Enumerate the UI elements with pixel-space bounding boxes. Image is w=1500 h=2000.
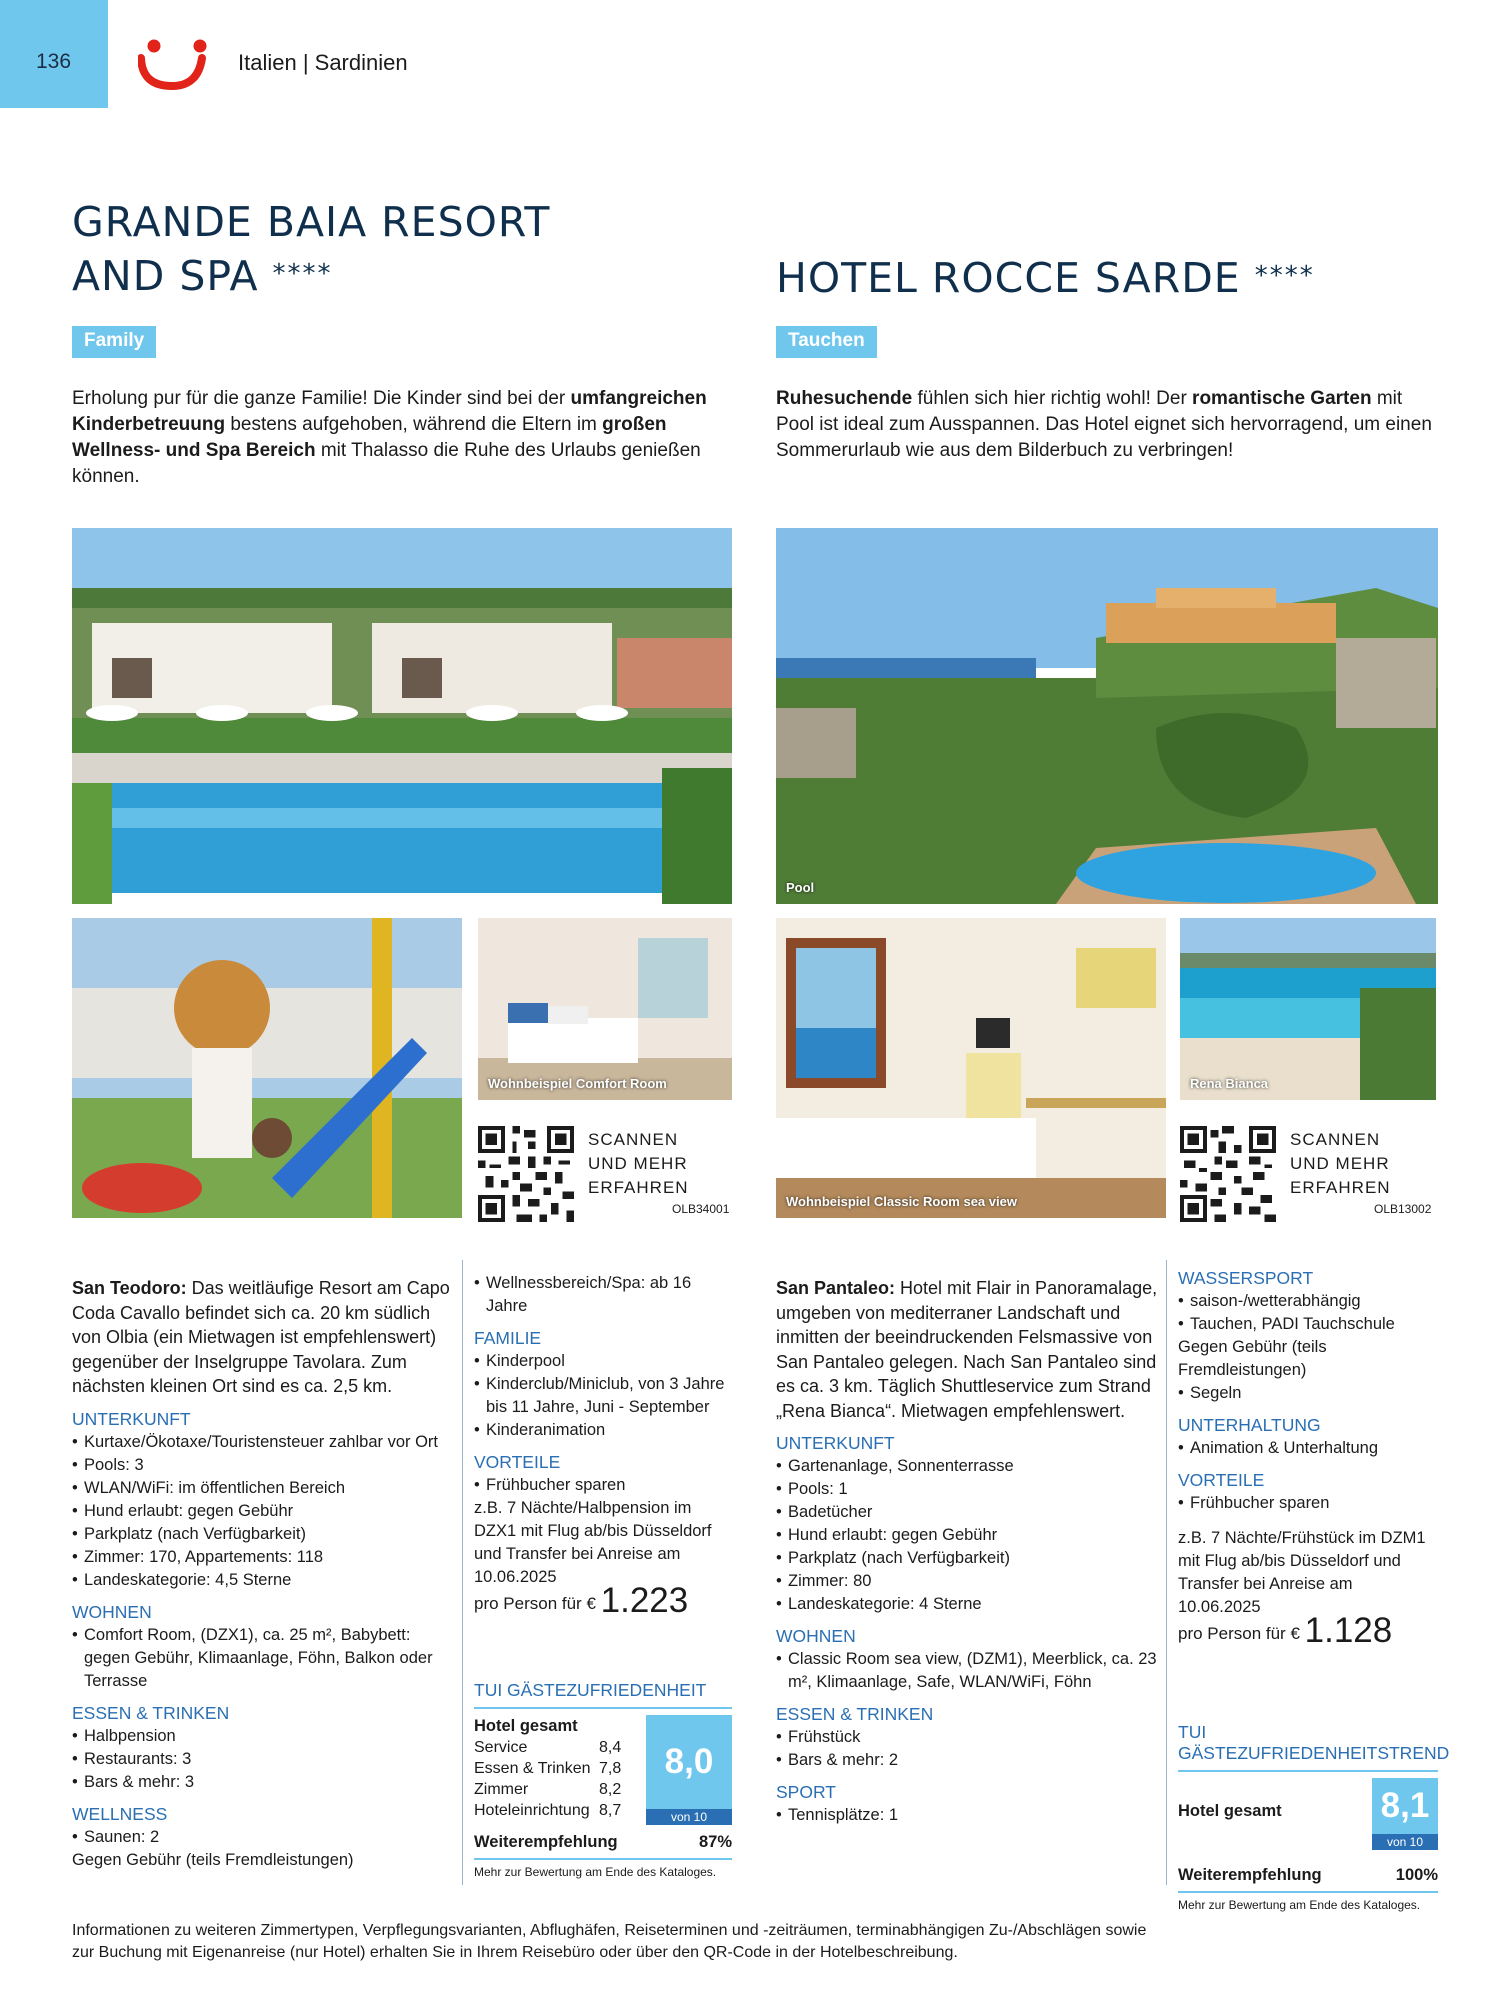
star-rating: **** [1254,261,1315,291]
list-vorteile [1178,1492,1438,1515]
list-item: • Badetücher [776,1501,1158,1524]
location-desc: Hotel mit Flair in Panoramalage, umgeben von mediterraner Landschaft und inmitten der beeindruckenden Felsmassive von San Pantaleo gelegen. Nach San Pantaleo sind es ca. 3 km. Täglich Shuttleservice zum Strand „Rena Bianca“. Mietwagen empfehlenswert. [776,1278,1158,1421]
list-unterkunft [776,1455,1158,1616]
list-wellness [72,1826,454,1849]
list-item: • Zimmer: 80 [776,1570,1158,1593]
qr-cta-line: ERFAHREN [1290,1178,1391,1197]
photo-kids-club [72,918,462,1218]
intro-bold: Ruhesuchende [776,388,913,409]
rating-note: Mehr zur Bewertung am Ende des Kataloges. [474,1865,717,1879]
list-item: • Pools: 3 [72,1454,454,1477]
qr-cta-line: SCANNEN [1290,1130,1381,1149]
list-unterhaltung [1178,1437,1438,1460]
list-essen [776,1726,1158,1772]
offer-code: OLB34001 [672,1202,730,1216]
photo-hotel-pool [776,528,1438,904]
rating-panel [474,1680,732,1879]
photo-caption: Wohnbeispiel Classic Room sea view [786,1194,1017,1209]
list-item: • Animation & Unterhaltung [1178,1437,1438,1460]
section-heading: ESSEN & TRINKEN [72,1702,230,1723]
title-text: HOTEL ROCCE SARDE [776,254,1241,302]
list-item: • Pools: 1 [776,1478,1158,1501]
title-line-1: GRANDE BAIA RESORT [72,198,551,246]
column-divider [1166,1260,1167,1885]
tui-logo [138,38,213,90]
photo-rena-bianca [1180,918,1436,1100]
list-item: • Frühbucher sparen [1178,1492,1438,1515]
list-item: • Halbpension [72,1725,454,1748]
intro-bold: umfangreichen Kinderbetreuung [72,388,707,435]
score-scale: von 10 [1372,1834,1438,1850]
list-item: • Kinderanimation [474,1419,732,1442]
list-item: • Wellnessbereich/Spa: ab 16 Jahre [474,1272,732,1318]
list-item: • Zimmer: 170, Appartements: 118 [72,1546,454,1569]
section-heading: WOHNEN [776,1626,856,1646]
qr-cta-line: SCANNEN [588,1130,679,1149]
hotel-title-rocce-sarde [776,250,1315,304]
details-column [776,1276,1158,1827]
intro-part: mit Thalasso die Ruhe des Urlaubs genießen können. [72,440,701,487]
qr-cta-line: UND MEHR [1290,1154,1390,1173]
location-name: San Pantaleo: [776,1278,896,1298]
rating-heading: TUI GÄSTEZUFRIEDENHEITSTREND [1178,1722,1438,1772]
score-badge [1372,1778,1438,1850]
photo-comfort-room [478,918,732,1100]
intro-part: bestens aufgehoben, während die Eltern im [225,414,603,435]
offer-text: z.B. 7 Nächte/Halbpension im DZX1 mit Flug ab/bis Düsseldorf und Transfer bei Anreise am 10.06.2025 [474,1499,712,1586]
score-scale: von 10 [646,1809,732,1825]
list-item: • Kinderclub/Miniclub, von 3 Jahre bis 11 Jahre, Juni - September [474,1373,732,1419]
section-heading: WELLNESS [72,1803,168,1824]
intro-part: Erholung pur für die ganze Familie! Die Kinder sind bei der [72,388,571,409]
section-heading: ESSEN & TRINKEN [776,1704,934,1724]
tag-family: Family [72,326,156,358]
tag-tauchen: Tauchen [776,326,877,358]
score-value: 8,1 [1380,1786,1430,1825]
rating-label: Essen & Trinken [474,1760,591,1777]
list-item: • Hund erlaubt: gegen Gebühr [776,1524,1158,1547]
price-prefix: pro Person für € [1178,1624,1300,1643]
list-item: • Parkplatz (nach Verfügbarkeit) [776,1547,1158,1570]
score-value: 8,0 [664,1742,714,1781]
star-rating: **** [272,259,333,289]
section-heading: UNTERHALTUNG [1178,1415,1321,1435]
rating-label: Zimmer [474,1781,529,1798]
price-line [1178,1611,1438,1650]
list-unterkunft [72,1431,454,1592]
photo-caption: Pool [786,880,815,895]
section-heading: VORTEILE [474,1452,561,1472]
qr-cta-line: ERFAHREN [588,1178,689,1197]
list-item: • Restaurants: 3 [72,1748,454,1771]
qr-cta-line: UND MEHR [588,1154,688,1173]
list-item: • saison-/wetterabhängig [1178,1290,1438,1313]
rating-value: 7,8 [599,1760,622,1777]
intro-text [776,386,1441,464]
list-item: • Frühbucher sparen [474,1474,732,1497]
page-number-tab [0,0,108,108]
intro-text [72,386,737,490]
price: 1.223 [600,1581,689,1620]
list-item: • Saunen: 2 [72,1826,454,1849]
list-item: • Segeln [1178,1382,1438,1405]
list-item: • Gartenanlage, Sonnenterrasse [776,1455,1158,1478]
list-essen [72,1725,454,1794]
rating-label: Service [474,1739,528,1756]
photo-caption: Wohnbeispiel Comfort Room [488,1076,667,1091]
list-vorteile [474,1474,732,1497]
column-divider [462,1260,463,1885]
intro-bold: großen Wellness- und Spa Bereich [72,414,667,461]
qr-code[interactable] [478,1126,574,1222]
section-heading: WOHNEN [72,1601,152,1622]
qr-code[interactable] [1180,1126,1276,1222]
rating-value: 8,2 [599,1781,622,1798]
details-column [474,1272,732,1620]
list-item: • Kurtaxe/Ökotaxe/Touristensteuer zahlbar vor Ort [72,1431,454,1454]
list-wellness-extra [474,1272,732,1318]
offer-text: z.B. 7 Nächte/Frühstück im DZM1 mit Flug ab/bis Düsseldorf und Transfer bei Anreise am 10.06.2025 [1178,1529,1426,1616]
details-column [72,1276,454,1872]
section-heading: UNTERKUNFT [72,1408,191,1429]
list-item: • Kinderpool [474,1350,732,1373]
recommendation-label: Weiterempfehlung [474,1833,618,1851]
section-heading: VORTEILE [1178,1470,1265,1490]
section-heading: UNTERKUNFT [776,1433,895,1453]
section-heading: SPORT [776,1782,836,1802]
list-item: • Landeskategorie: 4,5 Sterne [72,1569,454,1592]
list-item: • Frühstück [776,1726,1158,1749]
section-heading: FAMILIE [474,1328,542,1348]
list-item: • Landeskategorie: 4 Sterne [776,1593,1158,1616]
location-text [72,1276,454,1399]
list-familie [474,1350,732,1442]
page-number: 136 [36,50,72,73]
list-wassersport [1178,1290,1438,1336]
rating-value: 8,4 [599,1739,622,1756]
rating-body [1178,1778,1438,1850]
qr-cta [1290,1128,1391,1200]
list-sport [776,1804,1158,1827]
title-line-2: AND SPA [72,252,259,300]
wassersport-note: Gegen Gebühr (teils Fremdleistungen) [1178,1338,1327,1379]
score-badge [646,1715,732,1825]
section-heading: WASSERSPORT [1178,1268,1314,1288]
location-desc: Das weitläufige Resort am Capo Coda Cavallo befindet sich ca. 20 km südlich von Olbia (ein Mietwagen ist empfehlenswert) gegenüber der Inselgruppe Tavolara. Zum nächsten kleinen Ort sind es ca. 2,5 km. [72,1278,450,1396]
recommendation-value: 87% [698,1833,732,1851]
list-item: • Parkplatz (nach Verfügbarkeit) [72,1523,454,1546]
photo-classic-room [776,918,1166,1218]
details-column [1178,1266,1438,1650]
list-item: • Hund erlaubt: gegen Gebühr [72,1500,454,1523]
offer-code: OLB13002 [1374,1202,1432,1216]
recommendation-value: 100% [1395,1866,1438,1884]
rating-body [474,1715,732,1824]
intro-bold: romantische Garten [1192,388,1372,409]
list-item: • WLAN/WiFi: im öffentlichen Bereich [72,1477,454,1500]
rating-panel [1178,1722,1450,1912]
list-item: • Classic Room sea view, (DZM1), Meerblick, ca. 23 m², Klimaanlage, Safe, WLAN/WiFi, Föhn [776,1648,1158,1694]
list-item: • Comfort Room, (DZX1), ca. 25 m², Babybett: gegen Gebühr, Klimaanlage, Föhn, Balkon oder Terrasse [72,1624,454,1693]
price: 1.128 [1304,1611,1393,1650]
list-wohnen [72,1624,454,1693]
rating-heading: TUI GÄSTEZUFRIEDENHEIT [474,1680,732,1709]
rating-note: Mehr zur Bewertung am Ende des Kataloges. [1178,1898,1421,1912]
price-prefix: pro Person für € [474,1594,596,1613]
wellness-note: Gegen Gebühr (teils Fremdleistungen) [72,1850,354,1869]
rating-total-label: Hotel gesamt [1178,1802,1282,1820]
list-item: • Tauchen, PADI Tauchschule [1178,1313,1438,1336]
list-wassersport-extra [1178,1382,1438,1405]
price-line [474,1581,732,1620]
rating-label: Hoteleinrichtung [474,1802,590,1819]
location-name: San Teodoro: [72,1278,187,1298]
footer-note: Informationen zu weiteren Zimmertypen, Verpflegungsvarianten, Abflughäfen, Reiseterminen und -zeiträumen, terminabhängigen Zu-/Abschlägen sowie zur Buchung mit Eigenanreise (nur Hotel) erhalten Sie in Ihrem Reisebüro oder über den QR-Code in der Hotelbeschreibung. [72,1922,1147,1961]
breadcrumb: Italien | Sardinien [238,50,408,75]
list-wohnen [776,1648,1158,1694]
recommendation-row [1178,1862,1438,1893]
qr-cta [588,1128,689,1200]
recommendation-row [474,1829,732,1860]
intro-part: mit Pool ist ideal zum Ausspannen. Das Hotel eignet sich hervorragend, um einen Sommerurlaub wie aus dem Bilderbuch zu verbringen! [776,388,1432,461]
list-item: • Bars & mehr: 2 [776,1749,1158,1772]
list-item: • Tennisplätze: 1 [776,1804,1158,1827]
rating-value: 8,7 [599,1802,622,1819]
location-text [776,1276,1158,1423]
recommendation-label: Weiterempfehlung [1178,1866,1322,1884]
list-item: • Bars & mehr: 3 [72,1771,454,1794]
intro-part: fühlen sich hier richtig wohl! Der [912,388,1193,409]
hotel-title-grande-baia [72,196,550,302]
photo-caption: Rena Bianca [1190,1076,1269,1091]
rating-total-label: Hotel gesamt [474,1717,578,1735]
photo-resort-pool [72,528,732,904]
